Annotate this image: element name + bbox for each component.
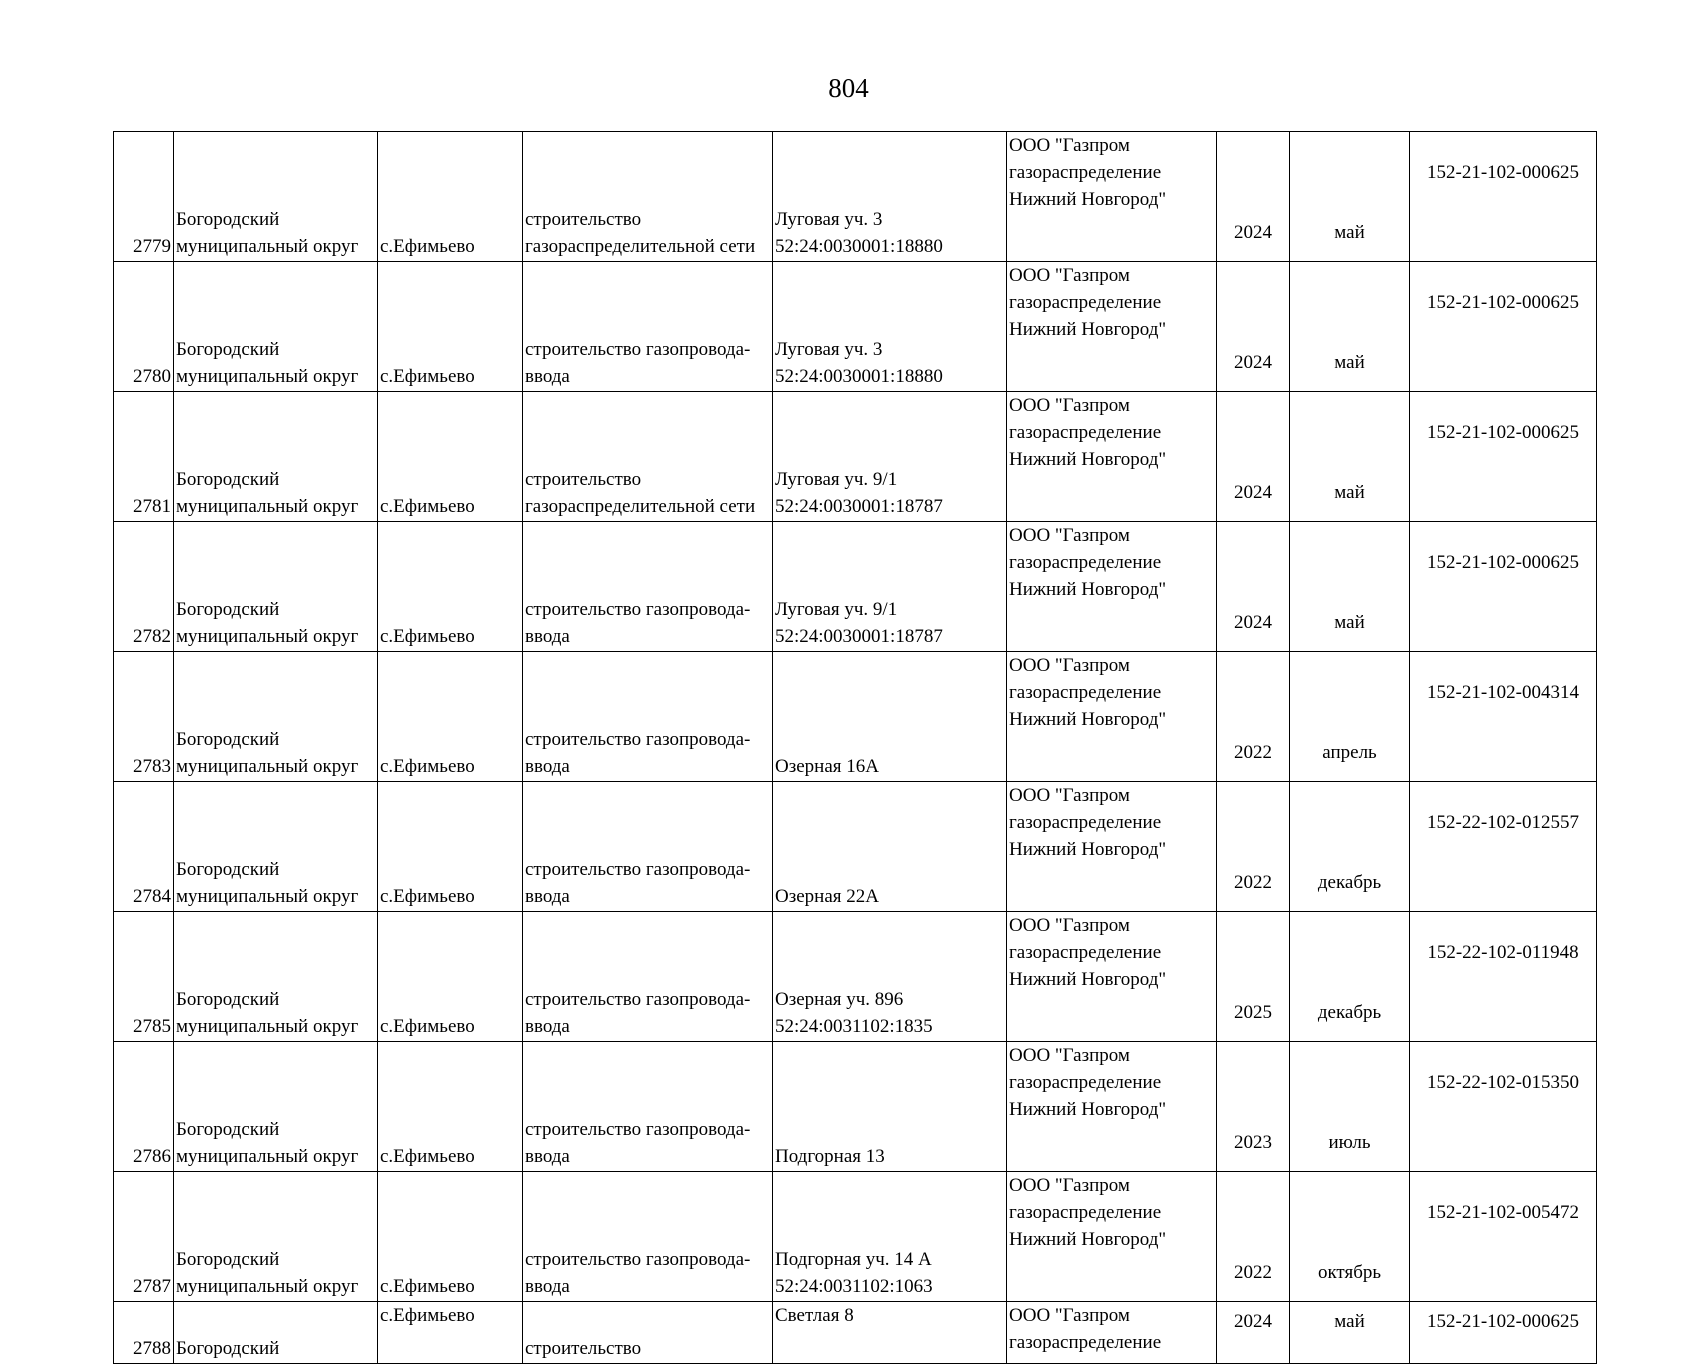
table-row	[114, 782, 1597, 912]
district-cell: Богородский муниципальный округ	[174, 912, 378, 1042]
work-type-cell: строительство газопровода- ввода	[523, 652, 773, 782]
organization-cell: ООО "Газпром газораспределение Нижний Новгород"	[1007, 912, 1217, 1042]
month-cell: май	[1290, 1302, 1410, 1364]
village-cell: с.Ефимьево	[378, 912, 523, 1042]
district-cell: Богородский муниципальный округ	[174, 392, 378, 522]
row-number: 2788	[114, 1302, 174, 1364]
village-cell: с.Ефимьево	[378, 262, 523, 392]
year-cell: 2024	[1217, 132, 1290, 262]
district-cell: Богородский муниципальный округ	[174, 522, 378, 652]
work-type-cell: строительство газопровода- ввода	[523, 522, 773, 652]
code-cell: 152-22-102-011948	[1410, 912, 1597, 1042]
address-cell: Подгорная 13	[773, 1042, 1007, 1172]
district-cell: Богородский муниципальный округ	[174, 1172, 378, 1302]
address-cell: Луговая уч. 3 52:24:0030001:18880	[773, 262, 1007, 392]
row-number: 2786	[114, 1042, 174, 1172]
organization-cell: ООО "Газпром газораспределение Нижний Новгород"	[1007, 392, 1217, 522]
gas-connection-table	[113, 131, 1597, 1364]
organization-cell: ООО "Газпром газораспределение Нижний Новгород"	[1007, 522, 1217, 652]
table-row	[114, 1172, 1597, 1302]
code-cell: 152-22-102-015350	[1410, 1042, 1597, 1172]
address-cell: Светлая 8	[773, 1302, 1007, 1364]
code-cell: 152-21-102-000625	[1410, 1302, 1597, 1364]
village-cell: с.Ефимьево	[378, 132, 523, 262]
work-type-cell: строительство газопровода- ввода	[523, 1042, 773, 1172]
year-cell: 2024	[1217, 1302, 1290, 1364]
year-cell: 2022	[1217, 1172, 1290, 1302]
table-row	[114, 522, 1597, 652]
district-cell: Богородский муниципальный округ	[174, 262, 378, 392]
work-type-cell: строительство газопровода- ввода	[523, 1172, 773, 1302]
district-cell: Богородский	[174, 1302, 378, 1364]
work-type-cell: строительство газопровода- ввода	[523, 782, 773, 912]
row-number: 2783	[114, 652, 174, 782]
district-cell: Богородский муниципальный округ	[174, 1042, 378, 1172]
row-number: 2779	[114, 132, 174, 262]
work-type-cell: строительство газопровода- ввода	[523, 912, 773, 1042]
organization-cell: ООО "Газпром газораспределение Нижний Новгород"	[1007, 132, 1217, 262]
table-row	[114, 1042, 1597, 1172]
address-cell: Озерная 16А	[773, 652, 1007, 782]
year-cell: 2024	[1217, 392, 1290, 522]
table-row	[114, 912, 1597, 1042]
village-cell: с.Ефимьево	[378, 782, 523, 912]
work-type-cell: строительство газопровода- ввода	[523, 262, 773, 392]
row-number: 2785	[114, 912, 174, 1042]
month-cell: декабрь	[1290, 782, 1410, 912]
organization-cell: ООО "Газпром газораспределение Нижний Новгород"	[1007, 1172, 1217, 1302]
code-cell: 152-21-102-000625	[1410, 522, 1597, 652]
month-cell: май	[1290, 132, 1410, 262]
code-cell: 152-21-102-000625	[1410, 392, 1597, 522]
table-body	[114, 132, 1597, 1364]
village-cell: с.Ефимьево	[378, 1172, 523, 1302]
page-number: 804	[828, 73, 869, 103]
organization-cell: ООО "Газпром газораспределение Нижний Новгород"	[1007, 1042, 1217, 1172]
year-cell: 2022	[1217, 652, 1290, 782]
month-cell: апрель	[1290, 652, 1410, 782]
month-cell: май	[1290, 522, 1410, 652]
row-number: 2781	[114, 392, 174, 522]
address-cell: Луговая уч. 9/1 52:24:0030001:18787	[773, 522, 1007, 652]
village-cell: с.Ефимьево	[378, 652, 523, 782]
year-cell: 2022	[1217, 782, 1290, 912]
code-cell: 152-21-102-004314	[1410, 652, 1597, 782]
year-cell: 2024	[1217, 262, 1290, 392]
work-type-cell: строительство	[523, 1302, 773, 1364]
work-type-cell: строительство газораспределительной сети	[523, 132, 773, 262]
village-cell: с.Ефимьево	[378, 1042, 523, 1172]
code-cell: 152-21-102-005472	[1410, 1172, 1597, 1302]
code-cell: 152-21-102-000625	[1410, 262, 1597, 392]
village-cell: с.Ефимьево	[378, 1302, 523, 1364]
address-cell: Озерная уч. 896 52:24:0031102:1835	[773, 912, 1007, 1042]
table-row	[114, 1302, 1597, 1364]
code-cell: 152-22-102-012557	[1410, 782, 1597, 912]
organization-cell: ООО "Газпром газораспределение Нижний Новгород"	[1007, 782, 1217, 912]
organization-cell: ООО "Газпром газораспределение Нижний Новгород"	[1007, 652, 1217, 782]
month-cell: июль	[1290, 1042, 1410, 1172]
month-cell: май	[1290, 392, 1410, 522]
code-cell: 152-21-102-000625	[1410, 132, 1597, 262]
organization-cell: ООО "Газпром газораспределение	[1007, 1302, 1217, 1364]
row-number: 2784	[114, 782, 174, 912]
district-cell: Богородский муниципальный округ	[174, 652, 378, 782]
year-cell: 2025	[1217, 912, 1290, 1042]
month-cell: май	[1290, 262, 1410, 392]
row-number: 2782	[114, 522, 174, 652]
row-number: 2787	[114, 1172, 174, 1302]
village-cell: с.Ефимьево	[378, 392, 523, 522]
district-cell: Богородский муниципальный округ	[174, 132, 378, 262]
district-cell: Богородский муниципальный округ	[174, 782, 378, 912]
table-row	[114, 262, 1597, 392]
year-cell: 2023	[1217, 1042, 1290, 1172]
row-number: 2780	[114, 262, 174, 392]
village-cell: с.Ефимьево	[378, 522, 523, 652]
month-cell: декабрь	[1290, 912, 1410, 1042]
table-row	[114, 392, 1597, 522]
month-cell: октябрь	[1290, 1172, 1410, 1302]
address-cell: Подгорная уч. 14 А 52:24:0031102:1063	[773, 1172, 1007, 1302]
table-row	[114, 652, 1597, 782]
address-cell: Озерная 22А	[773, 782, 1007, 912]
address-cell: Луговая уч. 9/1 52:24:0030001:18787	[773, 392, 1007, 522]
table-row	[114, 132, 1597, 262]
year-cell: 2024	[1217, 522, 1290, 652]
organization-cell: ООО "Газпром газораспределение Нижний Новгород"	[1007, 262, 1217, 392]
work-type-cell: строительство газораспределительной сети	[523, 392, 773, 522]
address-cell: Луговая уч. 3 52:24:0030001:18880	[773, 132, 1007, 262]
